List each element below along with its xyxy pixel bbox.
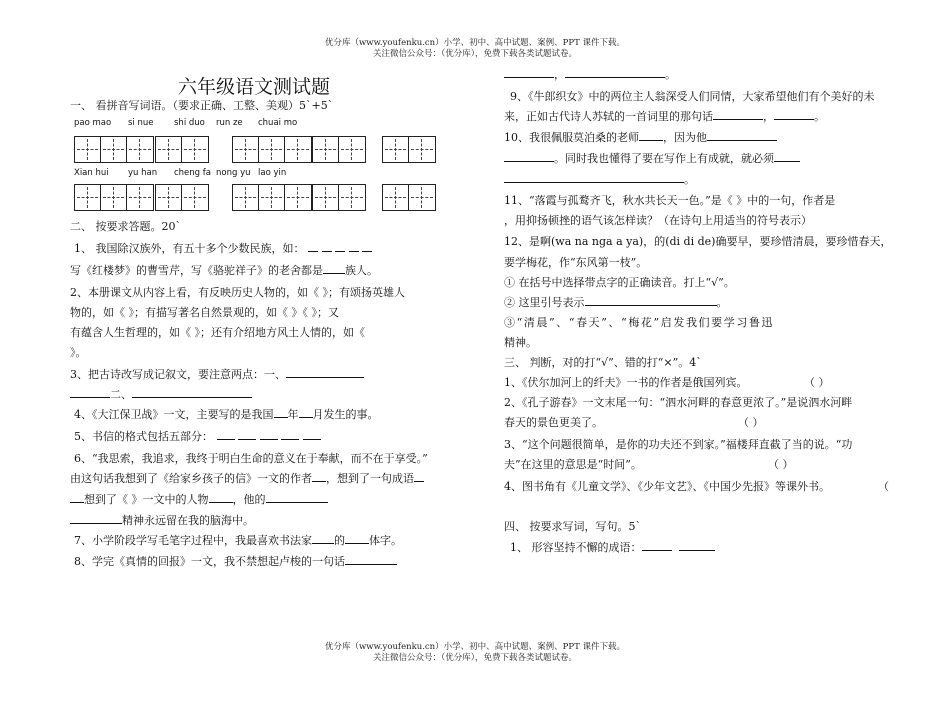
question-5 [74, 428, 321, 444]
judge-4 [504, 478, 889, 494]
question-8 [74, 553, 397, 569]
answer-blank[interactable] [238, 428, 256, 440]
answer-blank[interactable] [345, 553, 397, 565]
question-4-text: 4、《大江保卫战》一文，主要写的是我国 [74, 408, 274, 421]
question-10-line-1 [504, 129, 777, 145]
answer-blank[interactable] [266, 491, 328, 503]
question-1-line-2 [70, 262, 378, 278]
answer-blank[interactable] [414, 470, 424, 482]
question-10-text: ，因为他 [663, 131, 707, 144]
question-10-text: 10、我很佩服莫泊桑的老师 [504, 131, 639, 144]
question-6-line-3 [70, 491, 328, 507]
writing-grid[interactable] [74, 184, 154, 211]
answer-blank[interactable] [362, 240, 372, 252]
question-1-text: 族人。 [345, 264, 378, 277]
question-8-text: 8、学完《真情的回报》一文，我不禁想起卢梭的一句话 [74, 555, 345, 568]
write-1 [510, 539, 715, 555]
answer-blank[interactable] [707, 129, 777, 141]
writing-grid[interactable] [312, 136, 366, 163]
question-3-text: 3、把古诗改写成记叙文，要注意两点：一、 [70, 368, 286, 381]
answer-blank[interactable] [504, 171, 684, 183]
pinyin: yu han [128, 168, 158, 178]
pinyin: shi duo [174, 118, 205, 128]
answer-blank[interactable] [209, 491, 233, 503]
question-9-text: 。 [814, 110, 825, 123]
question-1-text: 1、 我国除汉族外，有五十多个少数民族，如： [74, 242, 305, 255]
section-2-heading: 二、 按要求答题。20` [70, 220, 181, 233]
answer-blank[interactable] [713, 108, 763, 120]
judge-2-line-2 [504, 414, 764, 430]
question-3-text: 二、 [110, 388, 132, 401]
footer-line-2: 关注微信公众号：（优分库），免费下载各类试题试卷。 [372, 653, 577, 663]
question-6-line-2 [70, 470, 424, 486]
question-5-text: 5、书信的格式包括五部分： [74, 430, 213, 443]
pinyin: chuai mo [258, 118, 298, 128]
judge-3-line-1: 3、“这个问题很简单，是你的功夫还不到家。”福楼拜直截了当的说。“功 [504, 438, 853, 451]
answer-blank[interactable] [312, 532, 334, 544]
judge-3-line-2 [504, 456, 794, 472]
question-6-text: 精神永远留在我的脑海中。 [122, 514, 254, 527]
writing-grid[interactable] [155, 136, 209, 163]
page-title: 六年级语文测试题 [178, 76, 331, 98]
question-11-line-2: ，用抑扬顿挫的语气该怎样读？（在诗句上用适当的符号表示） [504, 214, 812, 227]
section-4-heading: 四、 按要求写词，写句。5` [504, 520, 641, 533]
question-12-part-3: ③“清晨”、“春天”、“梅花”启发我们要学习鲁迅 [504, 316, 775, 329]
answer-blank[interactable] [312, 470, 326, 482]
pinyin: nong yu [216, 168, 251, 178]
question-9-line-2 [504, 108, 825, 124]
judge-2-text: 春天的景色更美了。 [504, 416, 603, 429]
question-2-line-2: 物的，如《 》；有描写著名自然景观的，如《 》《 》；又 [70, 306, 339, 319]
writing-grid[interactable] [232, 184, 312, 211]
judge-1 [504, 374, 830, 390]
header-line-1: 优分库（www.youfenku.cn）小学、初中、高中试题、案例、PPT 课件下载。 [325, 38, 625, 48]
answer-blank[interactable] [504, 66, 554, 78]
question-7-text: 体字。 [369, 534, 402, 547]
answer-blank[interactable] [303, 428, 321, 440]
question-10-line-3 [504, 171, 695, 187]
header-line-2: 关注微信公众号：（优分库），免费下载各类试题试卷。 [372, 49, 577, 59]
question-2-line-1: 2、本册课文从内容上看，有反映历史人物的，如《 》；有颂扬英雄人 [70, 286, 405, 299]
answer-blank[interactable] [565, 66, 665, 78]
question-3-line-2 [70, 386, 252, 402]
judge-1-text: 1、《伏尔加河上的纤夫》一书的作者是俄国列宾。 [504, 376, 748, 389]
question-6-line-4 [70, 512, 254, 528]
question-10-text: 。同时我也懂得了要在写作上有成就，就必须 [554, 152, 774, 165]
section-3-heading: 三、 判断，对的打“√”、错的打“×”。4` [504, 356, 702, 369]
pinyin: Xian hui [74, 168, 109, 178]
question-3-line-1 [70, 366, 364, 382]
judge-4-text: 4、图书角有《儿童文学》、《少年文艺》、《中国少先报》等课外书。 [504, 480, 830, 493]
answer-blank[interactable] [504, 150, 554, 162]
answer-blank[interactable] [345, 532, 369, 544]
pinyin: pao mao [74, 118, 112, 128]
question-9-text: 来，正如古代诗人苏轼的一首词里的那句话 [504, 110, 713, 123]
answer-blank[interactable] [308, 240, 318, 252]
answer-blank[interactable] [639, 129, 663, 141]
question-12-part-2 [504, 294, 728, 310]
writing-grid[interactable] [155, 184, 209, 211]
page-footer [0, 642, 950, 664]
question-6-text: ，想到了一句成语 [326, 472, 414, 485]
writing-grid[interactable] [382, 136, 436, 163]
question-1 [74, 240, 372, 256]
question-12-text: 。 [716, 296, 728, 309]
answer-blank[interactable] [349, 240, 359, 252]
answer-blank[interactable] [217, 428, 235, 440]
page-header [0, 38, 950, 60]
pinyin: lao yin [258, 168, 287, 178]
answer-blank[interactable] [260, 428, 278, 440]
judge-2-line-1: 2、《孔子游春》一文末尾一句：“泗水河畔的春意更浓了。”是说泗水河畔 [504, 396, 853, 409]
answer-blank[interactable] [679, 539, 715, 551]
question-4-text: 年 [287, 408, 299, 421]
question-12-line-1: 12、是啊(wa na nga a ya)，的(di di de)确要早，要珍惜清晨，要珍惜春天， [504, 235, 892, 248]
writing-grid[interactable] [74, 136, 154, 163]
question-12-part-3-end: 精神。 [504, 336, 537, 349]
answer-blank[interactable] [274, 406, 288, 418]
answer-blank[interactable] [774, 150, 800, 162]
judge-2-paren[interactable]: （ ） [738, 416, 764, 429]
pinyin: cheng fa [174, 168, 211, 178]
answer-blank[interactable] [286, 366, 364, 378]
answer-blank[interactable] [585, 294, 717, 306]
question-12-line-2: 要学梅花，作“东风第一枝”。 [504, 256, 648, 269]
answer-blank[interactable] [70, 386, 110, 398]
judge-4-paren[interactable]: （ [878, 480, 889, 493]
answer-blank[interactable] [323, 262, 345, 274]
question-10-text: 。 [684, 173, 695, 186]
pinyin: si nue [128, 118, 154, 128]
question-7-text: 7、小学阶段学写毛笔字过程中，我最喜欢书法家 [74, 534, 312, 547]
footer-line-1: 优分库（www.youfenku.cn）小学、初中、高中试题、案例、PPT 课件下载。 [325, 642, 625, 652]
writing-grid[interactable] [382, 184, 436, 211]
question-9-line-1: 9、《牛郎织女》中的两位主人翁深受人们同情，大家希望他们有个美好的未 [510, 90, 875, 103]
answer-blank[interactable] [299, 406, 313, 418]
question-1-text: 写《红楼梦》的曹雪芹，写《骆驼祥子》的老舍都是 [70, 264, 323, 277]
pinyin: run ze [216, 118, 243, 128]
question-6-text: 想到了《 》一文中的人物 [84, 493, 209, 506]
answer-blank[interactable] [774, 108, 814, 120]
question-6-line-1: 6、“我思索，我追求，我终于明白生命的意义在于奉献，而不在于享受。” [74, 452, 428, 465]
answer-blank[interactable] [70, 512, 122, 524]
writing-grid[interactable] [312, 184, 366, 211]
answer-blank[interactable] [322, 240, 332, 252]
judge-3-paren[interactable]: （ ） [768, 458, 794, 471]
answer-blank[interactable] [642, 539, 672, 551]
answer-blank[interactable] [132, 386, 252, 398]
question-9-text: ， [763, 110, 774, 123]
answer-blank[interactable] [335, 240, 345, 252]
judge-1-paren[interactable]: （ ） [804, 376, 830, 389]
write-1-text: 1、 形容坚持不懈的成语： [510, 541, 642, 554]
question-12-text: ② 这里引号表示 [504, 296, 585, 309]
question-4 [74, 406, 379, 422]
question-6-text: ，他的 [232, 493, 266, 506]
question-7-text: 的 [334, 534, 345, 547]
question-4-text: 月发生的事。 [312, 408, 379, 421]
answer-blank[interactable] [281, 428, 299, 440]
section-1-heading: 一、 看拼音写词语。（要求正确、工整、美观）5`+5` [70, 99, 334, 112]
question-6-text: 由这句话我想到了《给家乡孩子的信》一文的作者 [70, 472, 312, 485]
question-11-line-1: 11、“落霞与孤鹜齐飞，秋水共长天一色。”是《 》中的一句，作者是 [504, 194, 836, 207]
judge-3-text: 夫”在这里的意思是“时间”。 [504, 458, 642, 471]
question-7 [74, 532, 402, 548]
question-8-text: 。 [665, 68, 676, 81]
question-2-line-4: 》。 [70, 346, 87, 359]
question-10-line-2 [504, 150, 800, 166]
question-8-continued: ， 。 [504, 66, 676, 82]
answer-blank[interactable] [70, 491, 84, 503]
writing-grid[interactable] [232, 136, 312, 163]
question-12-part-1: ① 在括号中选择带点字的正确读音。打上“√”。 [504, 276, 735, 289]
question-2-line-3: 有蕴含人生哲理的，如《 》；还有介绍地方风土人情的，如《 [70, 326, 365, 339]
